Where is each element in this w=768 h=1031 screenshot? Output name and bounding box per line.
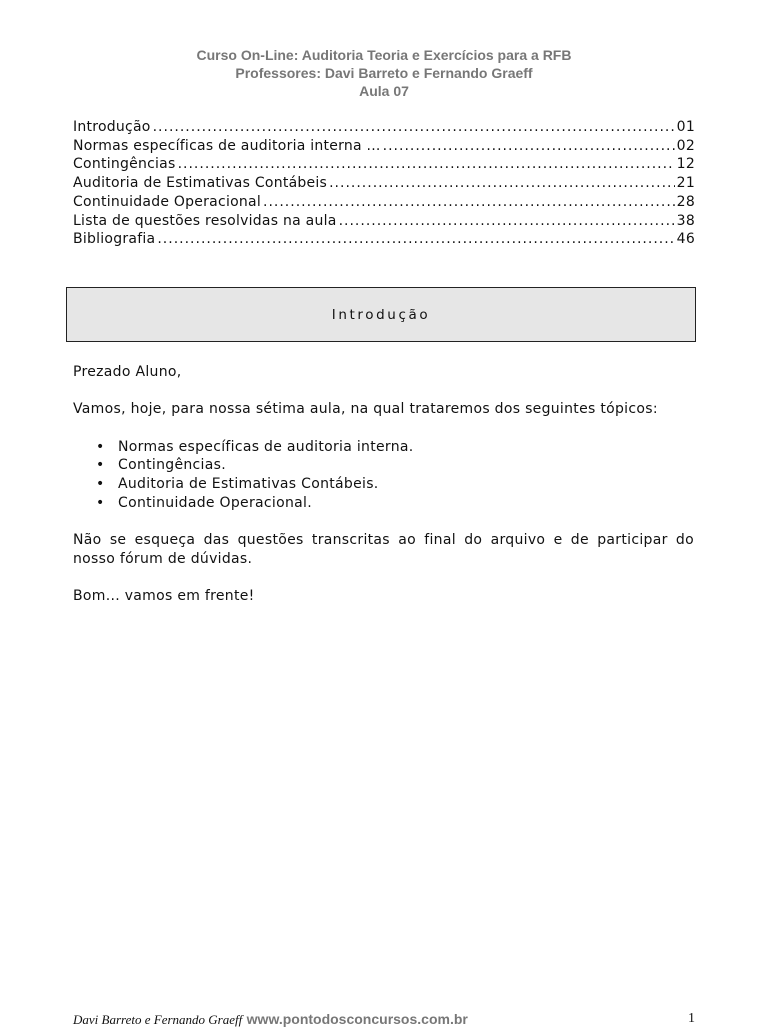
table-of-contents: [73, 118, 695, 249]
footer-authors: Davi Barreto e Fernando Graeff: [73, 1012, 243, 1027]
toc-entry-continuidade[interactable]: [73, 193, 695, 212]
toc-entry-page: 46: [676, 231, 695, 248]
toc-entry-label: Contingências: [73, 156, 176, 173]
toc-entry-label: Lista de questões resolvidas na aula: [73, 212, 337, 229]
lesson-number: Aula 07: [359, 83, 409, 99]
bullet-icon: •: [96, 476, 105, 493]
toc-entry-contingencias[interactable]: [73, 155, 695, 174]
toc-entry-lista-questoes[interactable]: [73, 212, 695, 231]
toc-entry-label: Continuidade Operacional: [73, 193, 261, 210]
toc-entry-page: 38: [676, 212, 695, 229]
page-number: 1: [688, 1011, 695, 1026]
footer-website-link[interactable]: www.pontodosconcursos.com.br: [246, 1011, 468, 1027]
toc-entry-estimativas[interactable]: [73, 174, 695, 193]
bullet-icon: •: [96, 438, 105, 455]
topic-text: Continuidade Operacional.: [118, 494, 312, 511]
toc-entry-bibliografia[interactable]: [73, 230, 695, 249]
bullet-icon: •: [96, 457, 105, 474]
page-footer: [73, 1011, 695, 1031]
section-title: Introdução: [331, 306, 431, 323]
topic-text: Normas específicas de auditoria interna.: [118, 438, 414, 455]
bullet-icon: •: [96, 494, 105, 511]
toc-entry-label: Auditoria de Estimativas Contábeis: [73, 175, 328, 192]
toc-entry-page: 28: [676, 193, 695, 210]
toc-leader-dots: [383, 137, 675, 156]
professors-line: Professores: Davi Barreto e Fernando Graeff: [235, 65, 533, 81]
toc-entry-label: Introdução: [73, 119, 151, 135]
toc-leader-dots: [339, 212, 675, 231]
toc-entry-label: Bibliografia: [73, 231, 156, 248]
toc-entry-introducao[interactable]: [73, 118, 695, 137]
toc-entry-page: 21: [676, 175, 695, 192]
toc-leader-dots: [157, 230, 674, 249]
closing-paragraph: Bom... vamos em frente!: [73, 588, 255, 605]
list-item: [96, 494, 694, 513]
toc-entry-normas[interactable]: [73, 137, 695, 156]
section-heading-box: [66, 287, 696, 342]
toc-leader-dots: [153, 118, 675, 137]
toc-entry-page: 01: [676, 119, 695, 135]
intro-paragraph: Vamos, hoje, para nossa sétima aula, na qual trataremos dos seguintes tópicos:: [73, 401, 658, 418]
reminder-paragraph: Não se esqueça das questões transcritas ao final do arquivo e de participar do nosso fórum de dúvidas.: [73, 532, 694, 567]
list-item: [96, 438, 694, 457]
toc-leader-dots: [263, 193, 675, 212]
toc-leader-dots: [329, 174, 675, 193]
topics-list: [73, 438, 694, 513]
document-header: [0, 46, 768, 100]
list-item: [96, 475, 694, 494]
toc-entry-label: Normas específicas de auditoria interna ...: [73, 137, 381, 154]
topic-text: Contingências.: [118, 457, 226, 474]
greeting-paragraph: Prezado Aluno,: [73, 364, 182, 380]
toc-entry-page: 02: [676, 137, 695, 154]
toc-entry-page: 12: [676, 156, 695, 173]
toc-leader-dots: [178, 155, 675, 174]
course-title: Curso On-Line: Auditoria Teoria e Exercícios para a RFB: [196, 47, 572, 63]
document-body: [73, 363, 694, 625]
topic-text: Auditoria de Estimativas Contábeis.: [118, 476, 379, 493]
list-item: [96, 456, 694, 475]
